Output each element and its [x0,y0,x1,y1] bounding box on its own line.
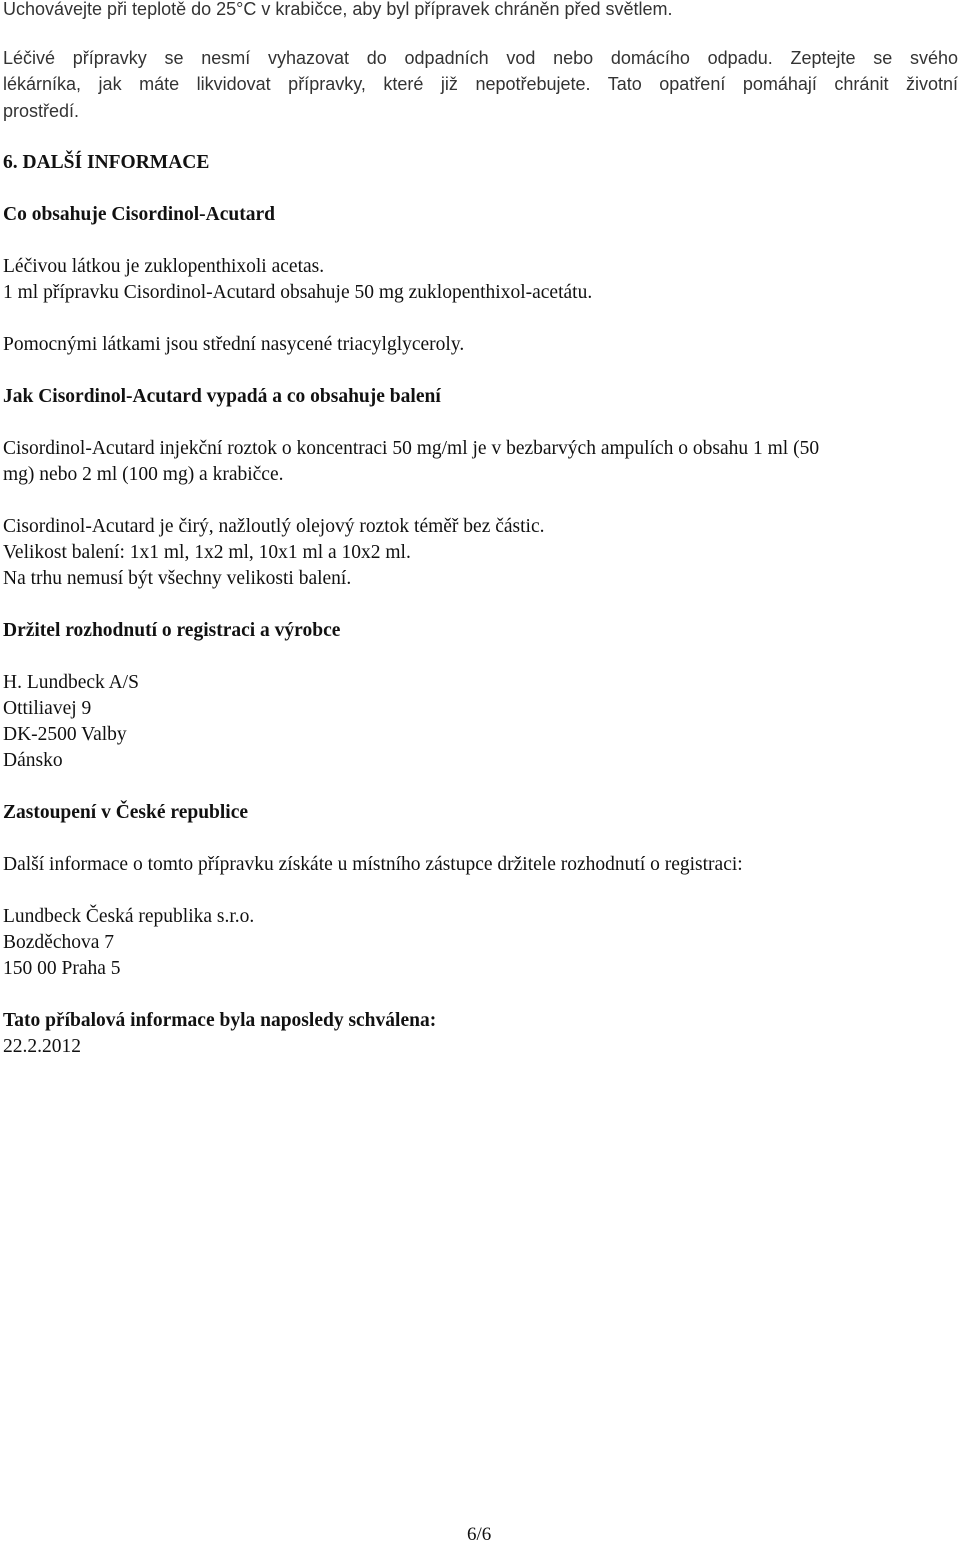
representative-city: 150 00 Praha 5 [3,958,121,979]
active-substance-amount-text: 1 ml přípravku Cisordinol-Acutard obsahuje 50 mg zuklopenthixol-acetátu. [3,282,593,303]
holder-name: H. Lundbeck A/S [3,672,139,693]
approval-date: 22.2.2012 [3,1036,81,1057]
representative-street: Bozděchova 7 [3,932,115,953]
excipients-text: Pomocnými látkami jsou střední nasycené triacylglyceroly. [3,334,465,355]
holder-country: Dánsko [3,750,63,771]
representative-intro: Další informace o tomto přípravku získáte u místního zástupce držitele rozhodnutí o registraci: [3,854,743,875]
disposal-text-line-2: lékárníka, jak máte likvidovat přípravky, které již nepotřebujete. Tato opatření pomáhají chránit životní [3,74,958,94]
marketing-note-text: Na trhu nemusí být všechny velikosti balení. [3,568,352,589]
section-6-heading: 6. DALŠÍ INFORMACE [3,152,210,173]
contents-heading: Co obsahuje Cisordinol-Acutard [3,204,275,225]
appearance-heading: Jak Cisordinol-Acutard vypadá a co obsahuje balení [3,386,441,407]
holder-heading: Držitel rozhodnutí o registraci a výrobce [3,620,341,641]
active-substance-text: Léčivou látkou je zuklopenthixoli acetas. [3,256,325,277]
holder-street: Ottiliavej 9 [3,698,92,719]
representative-name: Lundbeck Česká republika s.r.o. [3,906,255,927]
appearance-text-line-1: Cisordinol-Acutard injekční roztok o koncentraci 50 mg/ml je v bezbarvých ampulích o obsahu 1 ml (50 [3,438,820,459]
storage-temperature-text: Uchovávejte při teplotě do 25°C v krabičce, aby byl přípravek chráněn před světlem. [3,0,673,19]
representative-heading: Zastoupení v České republice [3,802,249,823]
disposal-text-line-1: Léčivé přípravky se nesmí vyhazovat do odpadních vod nebo domácího odpadu. Zeptejte se svého [3,48,958,68]
appearance-text-line-2: mg) nebo 2 ml (100 mg) a krabičce. [3,464,284,485]
page-number: 6/6 [467,1524,492,1545]
approval-heading: Tato příbalová informace byla naposledy schválena: [3,1010,437,1031]
pack-sizes-text: Velikost balení: 1x1 ml, 1x2 ml, 10x1 ml a 10x2 ml. [3,542,411,563]
description-text: Cisordinol-Acutard je čirý, nažloutlý olejový roztok téměř bez částic. [3,516,545,537]
disposal-text-line-3: prostředí. [3,101,80,121]
holder-city: DK-2500 Valby [3,724,127,745]
